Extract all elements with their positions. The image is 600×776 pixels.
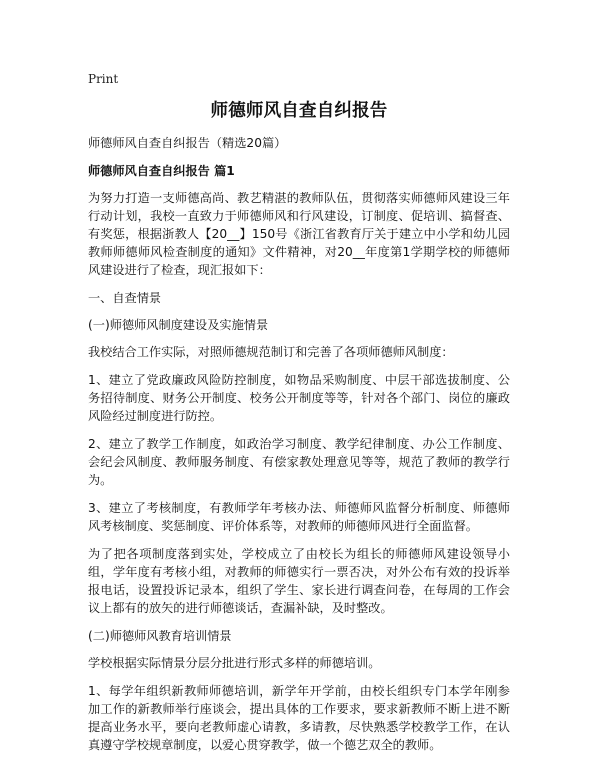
paragraph-item-1: 1、建立了党政廉政风险防控制度，如物品采购制度、中层干部选拔制度、公务招待制度、财务公开制度、校务公开制度等等，针对各个部门、岗位的廉政风险经过制度进行防控。 [88,373,510,423]
paragraph-system-intro: 我校结合工作实际，对照师德规范制订和完善了各项师德师风制度： [88,345,454,359]
paragraph-item-2: 2、建立了教学工作制度，如政治学习制度、教学纪律制度、办公工作制度、会纪会风制度、教师服务制度、有偿家教处理意见等等，规范了教师的教学行为。 [88,437,510,487]
intro-paragraph: 为努力打造一支师德高尚、教艺精湛的教师队伍，贯彻落实师德师风建设三年行动计划，我校一直致力于师德师风和行风建设，订制度、促培训、搞督查、有奖惩，根据浙教人【20__】150号《浙江省教育厅关于建立中小学和幼儿园教师师德师风检查制度的通知》文件精神，对20__年度第1学期学校的师德师风建设进行了检查，现汇报如下： [88,191,510,277]
document-title: 师德师风自查自纠报告 [210,101,388,121]
paragraph-training-item-1: 1、每学年组织新教师师德培训，新学年开学前，由校长组织专门本学年刚参加工作的新教师举行座谈会，提出具体的工作要求，要求新教师不断上进不断提高业务水平，要向老教师虚心请教，多请教，尽快熟悉学校教学工作，在认真遵守学校规章制度，以爱心贯穿教学，做一个德艺双全的教师。 [88,684,510,752]
section-heading-self-check: 一、自查情景 [88,291,162,305]
subsection-heading-system-building: (一)师德师风制度建设及实施情景 [88,318,269,332]
section-title: 师德师风自查自纠报告 篇1 [88,164,235,178]
paragraph-implementation: 为了把各项制度落到实处，学校成立了由校长为组长的师德师风建设领导小组，学年度有考核小组，对教师的师德实行一票否决，对外公布有效的投诉举报电话，设置投诉记录本，组织了学生、家长进行调查问卷，在每周的工作会议上都有的放矢的进行师德谈话，查漏补缺，及时整改。 [88,547,510,615]
paragraph-training-intro: 学校根据实际情景分层分批进行形式多样的师德培训。 [88,656,381,670]
print-link[interactable]: Print [88,72,119,86]
document-subtitle: 师德师风自查自纠报告（精选20篇） [88,136,287,150]
subsection-heading-training: (二)师德师风教育培训情景 [88,629,232,643]
paragraph-item-3: 3、建立了考核制度，有教师学年考核办法、师德师风监督分析制度、师德师风考核制度、奖惩制度、评价体系等，对教师的师德师风进行全面监督。 [88,501,510,533]
